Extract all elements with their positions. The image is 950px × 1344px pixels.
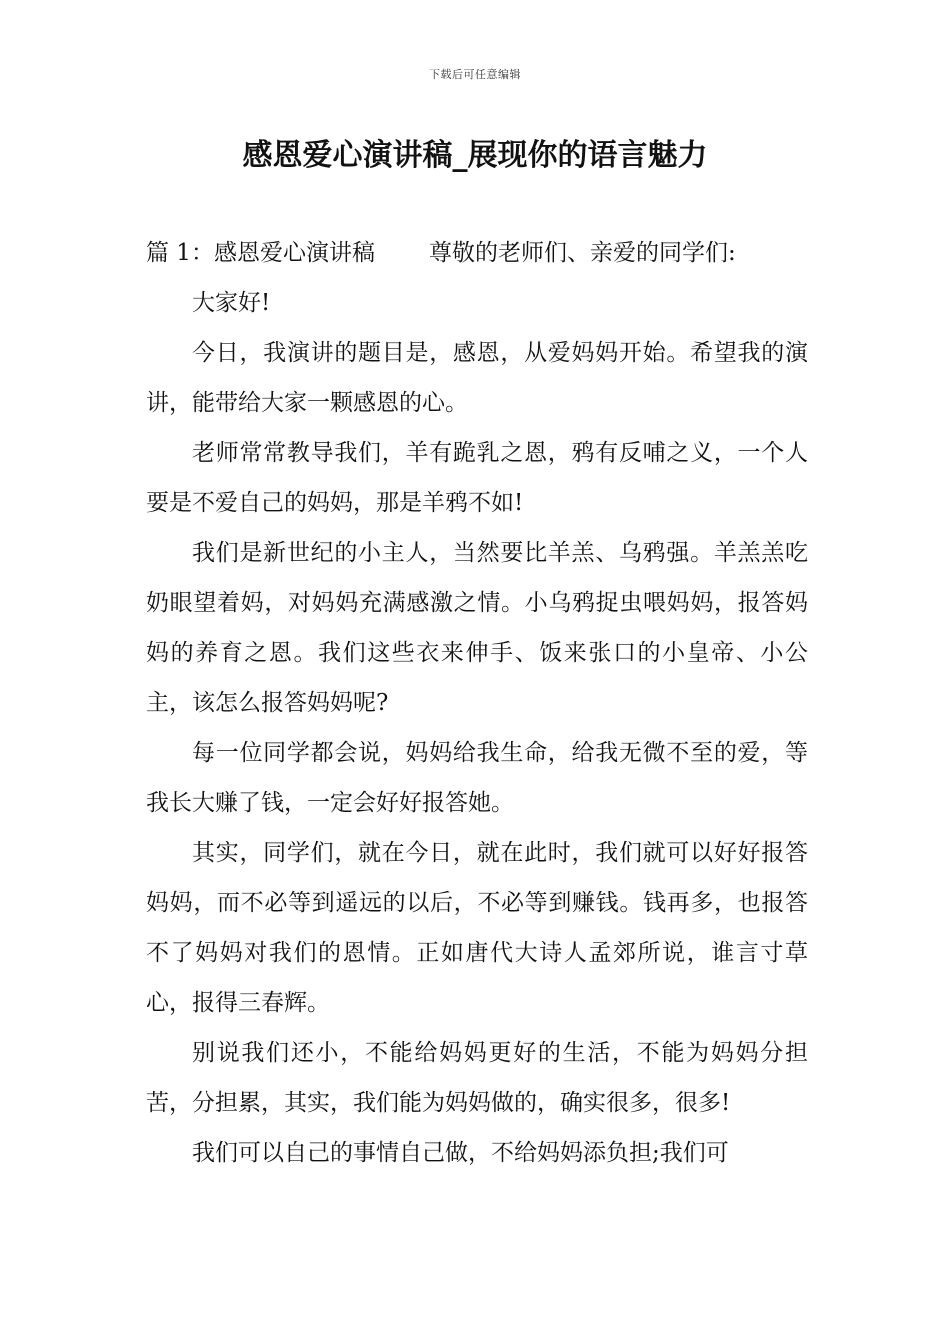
paragraph: 我们可以自己的事情自己做，不给妈妈添负担;我们可 xyxy=(192,1140,729,1166)
intro-line xyxy=(146,228,808,278)
paragraph: 今日，我演讲的题目是，感恩，从爱妈妈开始。希望我的演讲，能带给大家一颗感恩的心。 xyxy=(146,340,808,416)
paragraph: 每一位同学都会说，妈妈给我生命，给我无微不至的爱，等我长大赚了钱，一定会好好报答她。 xyxy=(146,740,808,816)
document-title: 感恩爱心演讲稿_展现你的语言魅力 xyxy=(242,138,708,173)
paragraph: 大家好! xyxy=(192,290,271,316)
paragraph: 别说我们还小，不能给妈妈更好的生活，不能为妈妈分担苦，分担累，其实，我们能为妈妈做的，确实很多，很多! xyxy=(146,1040,808,1116)
paragraph: 我们是新世纪的小主人，当然要比羊羔、乌鸦强。羊羔羔吃奶眼望着妈，对妈妈充满感激之情。小乌鸦捉虫喂妈妈，报答妈妈的养育之恩。我们这些衣来伸手、饭来张口的小皇帝、小公主，该怎么报答妈妈呢? xyxy=(146,540,808,716)
paragraph: 老师常常教导我们，羊有跪乳之恩，鸦有反哺之义，一个人要是不爱自己的妈妈，那是羊鸦不如! xyxy=(146,440,808,516)
header-note: 下载后可任意编辑 xyxy=(429,68,521,81)
document-body xyxy=(146,228,808,1178)
section-label: 篇 1：感恩爱心演讲稿 xyxy=(146,240,375,266)
salutation: 尊敬的老师们、亲爱的同学们: xyxy=(428,240,736,266)
paragraph: 其实，同学们，就在今日，就在此时，我们就可以好好报答妈妈，而不必等到遥远的以后，不必等到赚钱。钱再多，也报答不了妈妈对我们的恩情。正如唐代大诗人孟郊所说，谁言寸草心，报得三春辉。 xyxy=(146,840,808,1016)
